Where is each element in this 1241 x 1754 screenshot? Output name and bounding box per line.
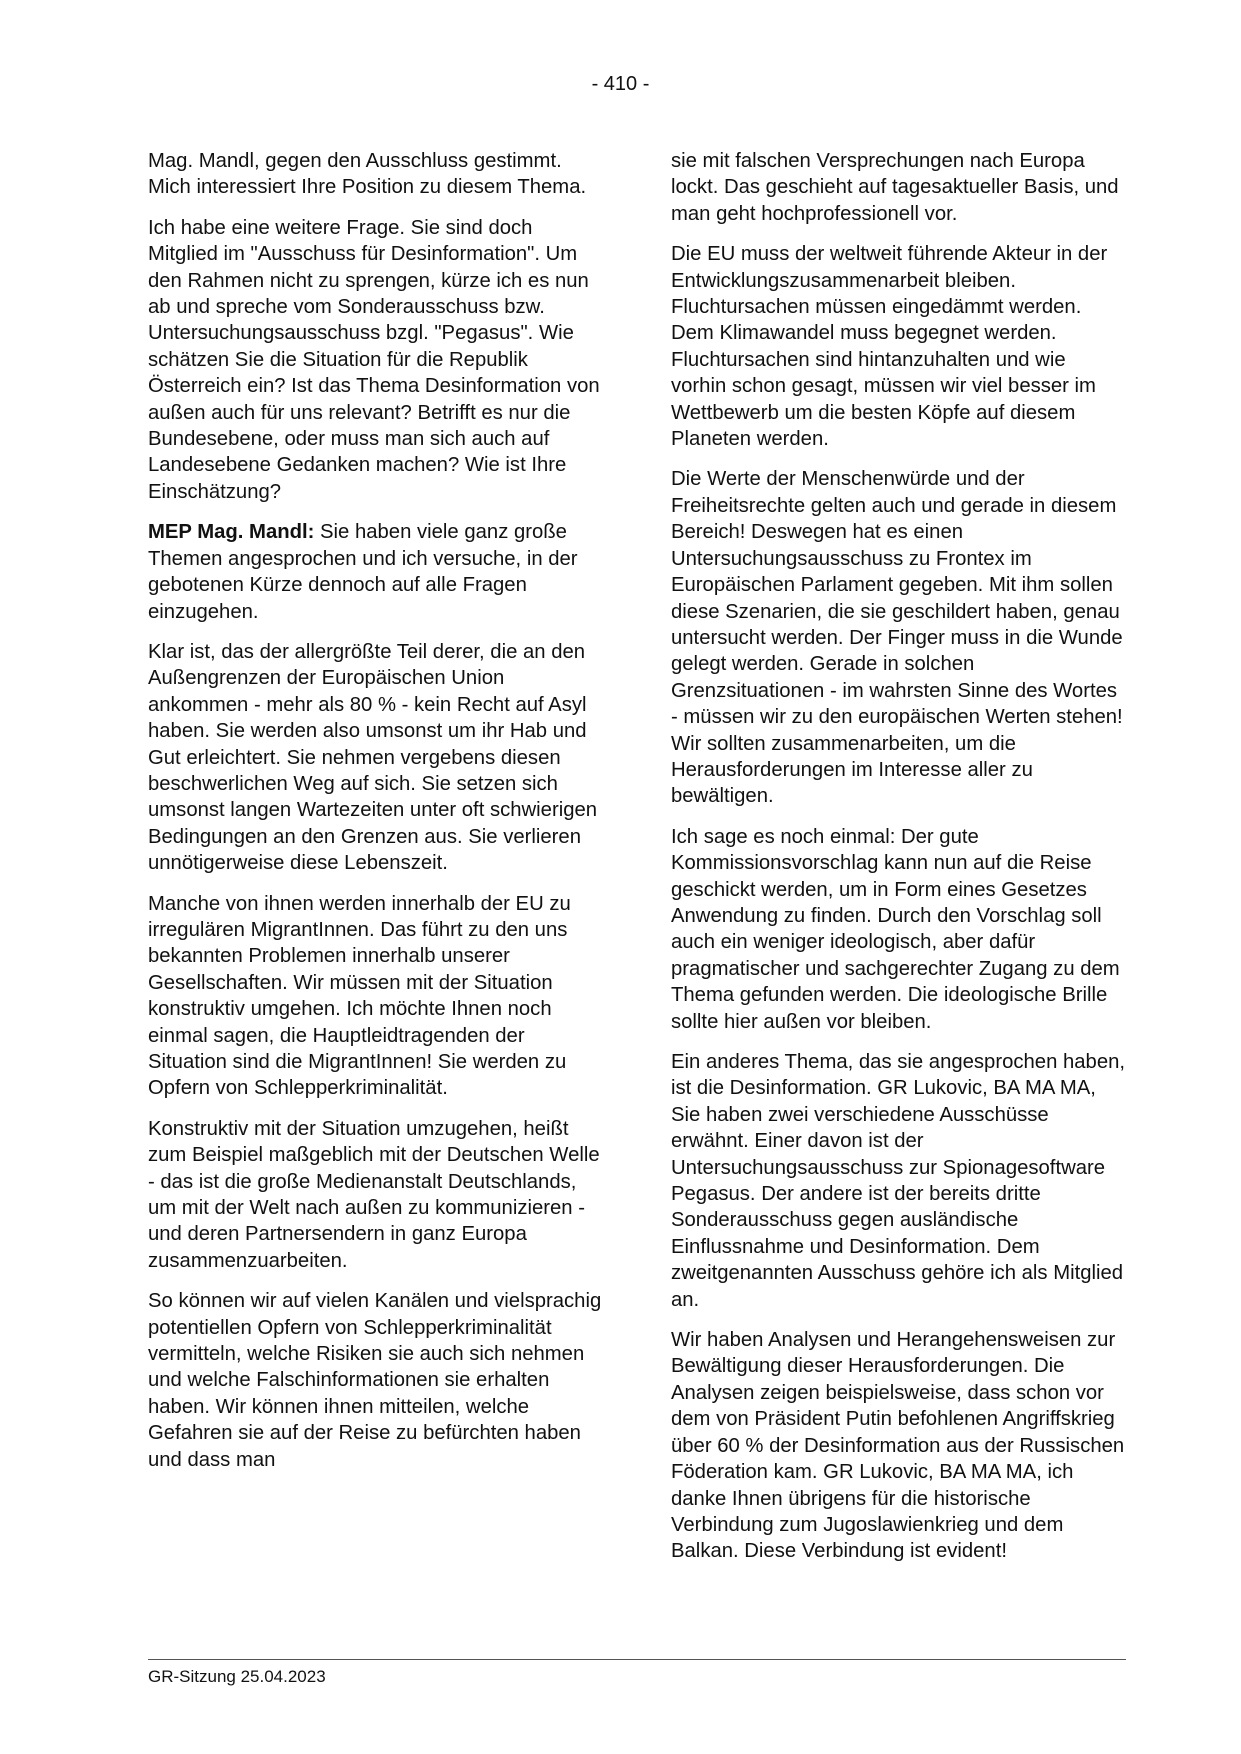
paragraph: Ich sage es noch einmal: Der gute Kommissionsvorschlag kann nun auf die Reise geschickt werden, um in Form eines Gesetzes Anwendung zu finden. Durch den Vorschlag soll auch ein weniger ideologisch, aber dafür pragmatischer und sachgerechter Zugang zu dem Thema gefunden werden. Die ideologische Brille sollte hier außen vor bleiben.	[671, 825, 1120, 1033]
page-number: - 410 -	[591, 73, 650, 95]
paragraph: Mag. Mandl, gegen den Ausschluss gestimmt. Mich interessiert Ihre Position zu diesem Thema.	[148, 150, 587, 199]
paragraph: sie mit falschen Versprechungen nach Europa lockt. Das geschieht auf tagesaktueller Basis, und man geht hochprofessionell vor.	[671, 150, 1119, 225]
paragraph: So können wir auf vielen Kanälen und vielsprachig potentiellen Opfern von Schlepperkriminalität vermitteln, welche Risiken sie auch sich nehmen und welche Falschinformationen sie erhalten haben. Wir können ihnen mitteilen, welche Gefahren sie auf der Reise zu befürchten haben und dass man	[148, 1290, 602, 1471]
left-column	[148, 148, 603, 1487]
footer-divider	[148, 1659, 1126, 1660]
footer-session-label: GR-Sitzung 25.04.2023	[148, 1667, 326, 1686]
paragraph: Ich habe eine weitere Frage. Sie sind doch Mitglied im "Ausschuss für Desinformation". Um den Rahmen nicht zu sprengen, kürze ich es nun ab und spreche vom Sonderausschuss bzw. Untersuchungsausschuss bzgl. "Pegasus". Wie schätzen Sie die Situation für die Republik Österreich ein? Ist das Thema Desinformation von außen auch für uns relevant? Betrifft es nur die Bundesebene, oder muss man sich auch auf Landesebene Gedanken machen? Wie ist Ihre Einschätzung?	[148, 216, 600, 503]
speaker-text: Sie haben viele ganz große Themen angesprochen und ich versuche, in der gebotenen Kürze dennoch auf alle Fragen einzugehen.	[148, 521, 578, 623]
speaker-name: MEP Mag. Mandl:	[148, 521, 315, 544]
paragraph: Manche von ihnen werden innerhalb der EU zu irregulären MigrantInnen. Das führt zu den uns bekannten Problemen innerhalb unserer Gesellschaften. Wir müssen mit der Situation konstruktiv umgehen. Ich möchte Ihnen noch einmal sagen, die Hauptleidtragenden der Situation sind die MigrantInnen! Sie werden zu Opfern von Schlepperkriminalität.	[148, 892, 571, 1100]
right-column	[671, 148, 1126, 1579]
paragraph: Die EU muss der weltweit führende Akteur in der Entwicklungszusammenarbeit bleiben. Fluchtursachen müssen eingedämmt werden. Dem Klimawandel muss begegnet werden. Fluchtursachen sind hintanzuhalten und wie vorhin schon gesagt, müssen wir viel besser im Wettbewerb um die besten Köpfe auf diesem Planeten werden.	[671, 243, 1108, 451]
paragraph: Ein anderes Thema, das sie angesprochen haben, ist die Desinformation. GR Lukovic, BA MA MA, Sie haben zwei verschiedene Ausschüsse erwähnt. Einer davon ist der Untersuchungsausschuss zur Spionagesoftware Pegasus. Der andere ist der bereits dritte Sonderausschuss gegen ausländische Einflussnahme und Desinformation. Dem zweitgenannten Ausschuss gehöre ich als Mitglied an.	[671, 1051, 1126, 1311]
paragraph: Klar ist, das der allergrößte Teil derer, die an den Außengrenzen der Europäischen Union ankommen - mehr als 80 % - kein Recht auf Asyl haben. Sie werden also umsonst um ihr Hab und Gut erleichtert. Sie nehmen vergebens diesen beschwerlichen Weg auf sich. Sie setzen sich umsonst langen Wartezeiten unter oft schwierigen Bedingungen an den Grenzen aus. Sie verlieren unnötigerweise diese Lebenszeit.	[148, 640, 598, 875]
paragraph: Die Werte der Menschenwürde und der Freiheitsrechte gelten auch und gerade in diesem Bereich! Deswegen hat es einen Untersuchungsausschuss zu Frontex im Europäischen Parlament gegeben. Mit ihm sollen diese Szenarien, die sie geschildert haben, genau untersucht werden. Der Finger muss in die Wunde gelegt werden. Gerade in solchen Grenzsituationen - im wahrsten Sinne des Wortes - müssen wir zu den europäischen Werten stehen! Wir sollten zusammenarbeiten, um die Herausforderungen im Interesse aller zu bewältigen.	[671, 468, 1123, 808]
paragraph: Konstruktiv mit der Situation umzugehen, heißt zum Beispiel maßgeblich mit der Deutschen Welle - das ist die große Medienanstalt Deutschlands, um mit der Welt nach außen zu kommunizieren - und deren Partnersendern in ganz Europa zusammenzuarbeiten.	[148, 1117, 600, 1272]
paragraph: Wir haben Analysen und Herangehensweisen zur Bewältigung dieser Herausforderungen. Die Analysen zeigen beispielsweise, dass schon vor dem von Präsident Putin befohlenen Angriffskrieg über 60 % der Desinformation aus der Russischen Föderation kam. GR Lukovic, BA MA MA, ich danke Ihnen übrigens für die historische Verbindung zum Jugoslawienkrieg und dem Balkan. Diese Verbindung ist evident!	[671, 1329, 1125, 1563]
paragraph	[148, 519, 603, 625]
